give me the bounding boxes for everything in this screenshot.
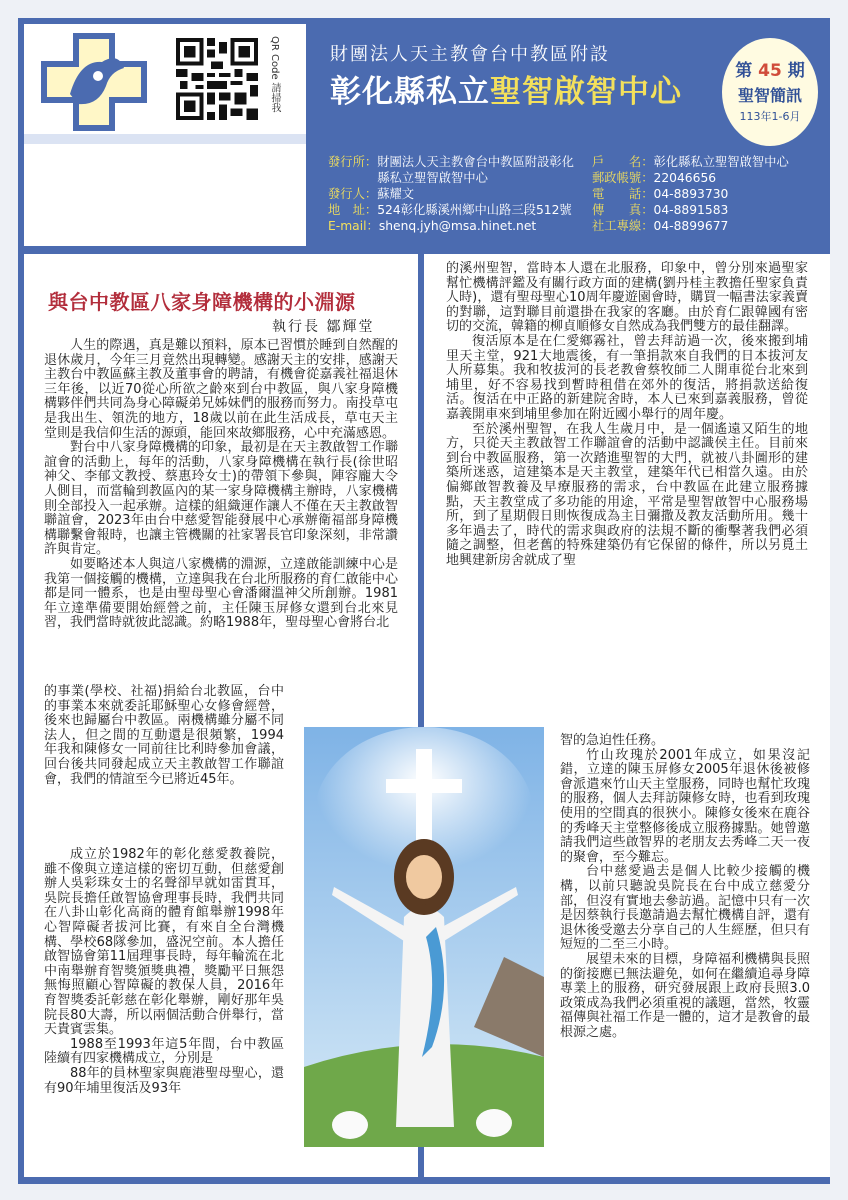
paragraph: 的事業(學校、社福)捐給台北教區，台中的事業本來就委託耶穌聖心女修會經營，後來也歸屬台中教區。兩機構雖分屬不同法人，但之間的互動還是很頻繁，1994年我和陳修女一同前往比利時參加會議，回台後共同發起成立天主教啟智工作聯誼會，我們的情誼至今已將近45年。	[44, 684, 284, 787]
info-key: 發行所：	[328, 155, 378, 169]
article-text-right-top	[446, 262, 808, 568]
paragraph: 88年的員林聖家與鹿港聖母聖心，還有90年埔里復活及93年	[44, 1065, 284, 1096]
info-value: 蘇耀文	[377, 187, 415, 201]
info-value: 524彰化縣溪州鄉中山路三段512號	[377, 203, 572, 217]
contact-info	[592, 154, 822, 234]
info-key: 電 話：	[592, 187, 654, 201]
article-text-left-top	[44, 339, 398, 631]
article-byline: 執行長 鄒輝堂	[272, 319, 375, 335]
paragraph: 成立於1982年的彰化慈愛教養院，雖不像與立達這樣的密切互動，但慈愛創辦人吳彩珠女士的名聲卻早就如雷貫耳，吳院長擔任啟智協會理事長時，我們共同在八卦山彰化高商的體育館舉辦1998年心智障礙者拔河比賽，有來自全台灣機構、學校68隊參加，盛況空前。本人擔任啟智協會第11屆理事長時，每年輪流在北中南舉辦育智獎頒獎典禮，獎勵平日無怨無悔照顧心智障礙的教保人員，2016年育智獎委託彰慈在彰化舉辦，剛好那年吳院長80大壽，所以兩個活動合併舉行，當天貴賓雲集。	[44, 847, 284, 1038]
jesus-illustration	[304, 727, 544, 1147]
issue-suffix: 期	[787, 61, 805, 81]
info-value: 04-8899677	[653, 219, 729, 233]
info-key: 傳 真：	[592, 203, 654, 217]
article-text-right-bottom	[560, 734, 810, 1040]
paragraph: 1988至1993年這5年間，台中教區陸續有四家機構成立，分別是	[44, 1036, 284, 1067]
article-title: 與台中教區八家身障機構的小淵源	[48, 290, 356, 314]
info-row	[328, 202, 578, 218]
info-row	[328, 218, 578, 234]
info-row	[592, 202, 822, 218]
issue-period: 113年1-6月	[739, 110, 801, 123]
article-text-left-bottom	[44, 848, 284, 1096]
info-key: 郵政帳號：	[592, 171, 654, 185]
info-row	[592, 186, 822, 202]
info-row	[592, 170, 822, 186]
info-key: 社工專線：	[592, 219, 654, 233]
paragraph: 至於溪州聖智，在我人生歲月中，是一個遙遠又陌生的地方，只從天主教啟智工作聯誼會的活動中認識侯主任。目前來到台中教區服務，第一次踏進聖智的大門，就被八卦圖形的建築所迷惑，這建築本是天主教堂，建築年代已相當久遠。由於偏鄉啟智教養及早療服務的需求，台中教區在此建立服務據點，天主教堂成了多功能的用途，平常是聖智啟智中心服務場所，到了星期假日則恢復成為主日彌撒及教友活動所用。幾十多年過去了，時代的需求與政府的法規不斷的衝擊著我們必須隨之調整，但老舊的特殊建築仍有它保留的條件，所以另覓土地興建新房舍就成了聖	[446, 421, 808, 568]
issue-number-line	[722, 56, 818, 81]
center-logo	[40, 32, 148, 132]
title-highlight: 聖智啟智中心	[490, 74, 682, 110]
center-title	[330, 66, 682, 111]
issue-badge	[722, 38, 818, 146]
header-panel	[312, 24, 824, 246]
org-line: 財團法人天主教會台中教區附設	[330, 44, 610, 65]
issue-number: 45	[758, 61, 782, 81]
qr-label: QR Code 請掃我	[269, 36, 280, 113]
title-prefix: 彰化縣私立	[330, 74, 490, 110]
paragraph: 台中慈愛過去是個人比較少接觸的機構，以前只聽說吳院長在台中成立慈愛分部，但沒有實地去參訪過。記憶中只有一次是因蔡執行長邀請過去幫忙機構自評，還有退休後受邀去分享自己的人生經歷，但只有短短的二至三小時。	[560, 864, 810, 953]
info-key: 發行人：	[328, 187, 378, 201]
info-key: 戶 名：	[592, 155, 654, 169]
info-value: 04-8893730	[653, 187, 729, 201]
paragraph: 對台中八家身障機構的印象，最初是在天主教啟智工作聯誼會的活動上，每年的活動，八家身障機構在執行長(徐世昭神父、李郁文教授、蔡惠玲女士)的帶領下參與，陣容龐大令人側目，而當輪到教區內的某一家身障機構主辦時，八家機構則全部投入一起承辦。這樣的組織運作讓人不僅在天主教啟智聯誼會，2023年由台中慈愛智能發展中心承辦衛福部身障機構聯繫會報時，也讓主管機關的社家署長官印象深刻，非常讚許與肯定。	[44, 440, 398, 558]
decorative-strip	[24, 134, 306, 144]
issue-prefix: 第	[735, 61, 753, 81]
info-row	[328, 154, 578, 186]
info-value: 財團法人天主教會台中教區附設彰化縣私立聖智啟智中心	[377, 155, 574, 185]
paragraph: 的溪州聖智，當時本人還在北服務，印象中，曾分別來過聖家幫忙機構評鑑及有關行政方面的建構(劉丹桂主教擔任聖家負責人時)，還有聖母聖心10周年慶遊園會時，購買一幅書法家義賣的對聯，這對聯目前還掛在我家的客廳。由於育仁跟韓國有密切的交流，韓籍的柳貞順修女自然成為我們雙方的最佳翻譯。	[446, 261, 808, 335]
publisher-info	[328, 154, 578, 234]
info-value: 彰化縣私立聖智啟智中心	[653, 155, 789, 169]
info-value: 04-8891583	[653, 203, 729, 217]
paragraph: 展望未來的目標，身障福利機構與長照的銜接應已無法避免，如何在繼續追尋身障專業上的服務，研究發展跟上政府長照3.0政策成為我們必須重視的議題，當然，牧靈福傳與社福工作是一體的，這才是教會的最根源之處。	[560, 951, 810, 1040]
paragraph: 智的急迫性任務。	[560, 733, 665, 748]
info-row	[328, 186, 578, 202]
newsletter-name: 聖智簡訊	[737, 86, 802, 105]
info-row	[592, 154, 822, 170]
paragraph: 竹山玫瑰於2001年成立，如果沒記錯，立達的陳玉屏修女2005年退休後被修會派遣來竹山天主堂服務，同時也幫忙玫瑰的服務，個人去拜訪陳修女時，也看到玫瑰使用的空間真的很狹小。陳修女後來在鹿谷的秀峰天主堂整修後成立服務據點。她曾邀請我們這些啟智界的老朋友去秀峰二天一夜的聚會，至今難忘。	[560, 747, 810, 865]
paragraph: 復活原本是在仁愛鄉霧社，曾去拜訪過一次，後來搬到埔里天主堂，921大地震後，有一筆捐款來自我們的日本拔河友人所募集。我和牧拔河的長老教會蔡牧師二人開車從台北來到埔里，好不容易找到暫時租借在郊外的復活，將捐款送給復活。復活在中正路的新建院舍時，本人已來到嘉義服務，曾從嘉義開車來到埔里參加在附近國小舉行的周年慶。	[446, 333, 808, 422]
paragraph: 人生的際遇，真是難以預料，原本已習慣於睡到自然醒的退休歲月，今年三月竟然出現轉變。感謝天主的安排，感謝天主教台中教區蘇主教及董事會的聘請，有機會從嘉義社福退休三年後，以近70從心所欲之齡來到台中教區，與八家身障機構夥伴們共同為身心障礙弟兄姊妹們的服務而努力。南投草屯是我出生、領洗的地方，18歲以前在此生活成長，草屯天主堂則是我信仰生活的源頭，能回來故鄉服務，心中充滿感恩。	[44, 338, 398, 441]
paragraph: 如要略述本人與這八家機構的淵源，立達啟能訓練中心是我第一個接觸的機構，立達與我在台北所服務的育仁啟能中心都是同一體系，也是由聖母聖心會潘爾溫神父所創辦。1981年立達準備要開始經營之前，主任陳玉屏修女還到台北來見習，我們當時就彼此認識。約略1988年，聖母聖心會將台北	[44, 556, 398, 631]
info-row	[592, 218, 822, 234]
article-text-left-mid	[44, 685, 284, 787]
info-key: 地 址：	[328, 203, 378, 217]
info-value: 22046656	[653, 171, 717, 185]
email-link[interactable]: shenq.jyh@msa.hinet.net	[378, 219, 537, 233]
qr-code[interactable]	[176, 38, 258, 120]
info-key: E-mail：	[328, 219, 379, 233]
